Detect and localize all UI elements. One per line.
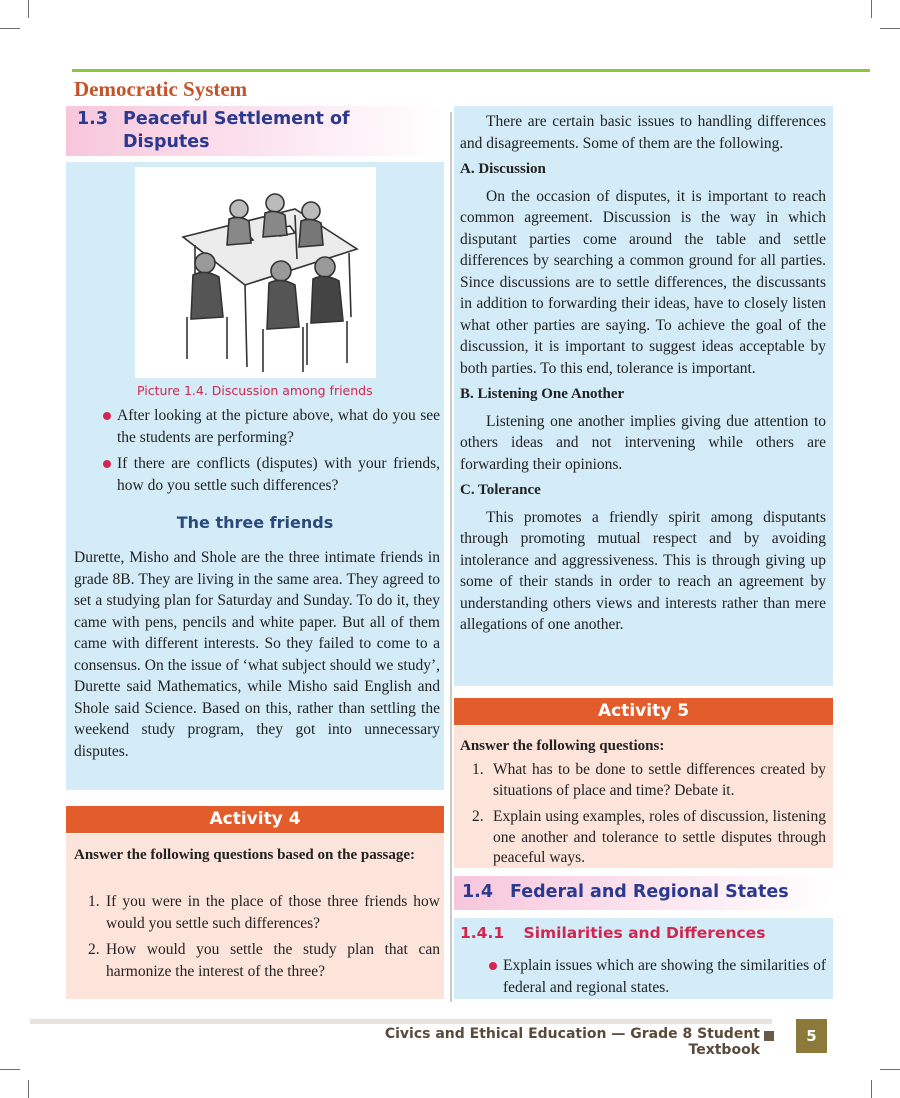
question-text: What has to be done to settle differences created by situations of place and time? Debate it. bbox=[493, 761, 826, 799]
tolerance-paragraph: This promotes a friendly spirit among disputants through promoting mutual respect and by avoiding intolerance and aggressiveness. This is through giving up some of their stands in order to reach an agreement by understanding others views and interests rather than mere allegations of one another. bbox=[460, 508, 826, 633]
footer-text: Civics and Ethical Education — Grade 8 Student Textbook bbox=[384, 1026, 760, 1058]
section-1-3-header bbox=[66, 106, 444, 156]
bullet-icon bbox=[489, 962, 497, 970]
list-item bbox=[460, 760, 826, 801]
question-text: How would you settle the study plan that can harmonize the interest of the three? bbox=[106, 941, 440, 980]
subsection-1-4-1-title bbox=[460, 924, 765, 942]
activity-4-questions bbox=[74, 891, 440, 982]
listening-paragraph: Listening one another implies giving due attention to others ideas and not intervening while others are forwarding their opinions. bbox=[460, 412, 826, 473]
right-bullet-list bbox=[460, 955, 826, 998]
subheading-discussion: A. Discussion bbox=[460, 161, 546, 177]
subheading-listening: B. Listening One Another bbox=[460, 386, 625, 402]
page-number: 5 bbox=[796, 1019, 827, 1053]
bullet-icon bbox=[103, 412, 111, 420]
discussion-illustration bbox=[135, 167, 376, 378]
crop-mark bbox=[28, 0, 29, 18]
crop-mark bbox=[880, 1069, 900, 1070]
section-1-4-header bbox=[454, 876, 833, 910]
picture-caption: Picture 1.4. Discussion among friends bbox=[137, 383, 373, 398]
intro-paragraph: There are certain basic issues to handling differences and disagreements. Some of them are the following. bbox=[460, 113, 826, 152]
activity-5-questions bbox=[460, 760, 826, 869]
bullet-text: After looking at the picture above, what do you see the students are performing? bbox=[117, 407, 440, 446]
question-number: 1. bbox=[88, 893, 100, 910]
question-text: If you were in the place of those three friends how would you settle such differences? bbox=[106, 893, 440, 932]
footer-square-icon bbox=[764, 1031, 774, 1041]
right-column-text bbox=[460, 111, 826, 636]
section-title-line1: Peaceful Settlement of bbox=[123, 109, 350, 129]
footer-rule bbox=[30, 1019, 772, 1024]
list-item bbox=[74, 453, 440, 496]
activity-4-header: Activity 4 bbox=[66, 806, 444, 833]
subsection-title: Similarities and Differences bbox=[523, 924, 766, 942]
question-number: 2. bbox=[88, 941, 100, 958]
list-item bbox=[460, 807, 826, 869]
crop-mark bbox=[871, 1080, 872, 1098]
crop-mark bbox=[28, 1080, 29, 1098]
list-item bbox=[74, 891, 440, 934]
story-title: The three friends bbox=[176, 513, 334, 532]
bullet-text: If there are conflicts (disputes) with your friends, how do you settle such differences? bbox=[117, 455, 440, 494]
section-number: 1.4 bbox=[462, 882, 494, 902]
bullet-icon bbox=[103, 460, 111, 468]
discussion-drawing-icon bbox=[135, 167, 376, 378]
subsection-number: 1.4.1 bbox=[460, 924, 505, 942]
activity-5-header: Activity 5 bbox=[454, 698, 833, 725]
crop-mark bbox=[0, 1069, 20, 1070]
chapter-title: Democratic System bbox=[74, 77, 248, 101]
header-rule bbox=[72, 69, 870, 72]
list-item bbox=[74, 939, 440, 982]
activity-5-instruction: Answer the following questions: bbox=[460, 738, 665, 754]
crop-mark bbox=[871, 0, 872, 18]
column-divider bbox=[450, 112, 452, 1002]
section-number: 1.3 bbox=[77, 109, 109, 129]
section-title: Federal and Regional States bbox=[510, 882, 789, 902]
list-item bbox=[460, 955, 826, 998]
left-bullet-list bbox=[74, 405, 440, 496]
section-title-line2: Disputes bbox=[123, 132, 210, 152]
subheading-tolerance: C. Tolerance bbox=[460, 482, 541, 498]
discussion-paragraph: On the occasion of disputes, it is important to reach common agreement. Discussion is the way in which disputant parties come around the table and settle differences by searching a common ground for all parties. Since discussions are to settle differences, the discussants in addition to forwarding their ideas, have to closely listen what other parties are saying. To achieve the goal of the discussion, it is important to suggest ideas acceptable by both parties. To this end, tolerance is important. bbox=[460, 187, 826, 377]
story-text: Durette, Misho and Shole are the three intimate friends in grade 8B. They are living in the same area. They agreed to set a studying plan for Saturday and Sunday. To do it, they came with pens, pencils and white paper. But all of them came with different interests. So they failed to come to a consensus. On the issue of ‘what subject should we study’, Durette said Mathematics, while Misho said English and Shole said Science. Based on this, rather than settling the weekend study program, they got into unnecessary disputes. bbox=[74, 549, 440, 760]
crop-mark bbox=[0, 28, 20, 29]
crop-mark bbox=[880, 28, 900, 29]
question-number: 2. bbox=[472, 808, 484, 825]
question-number: 1. bbox=[472, 761, 484, 778]
activity-4-instruction: Answer the following questions based on the passage: bbox=[74, 847, 416, 863]
list-item bbox=[74, 405, 440, 448]
bullet-text: Explain issues which are showing the similarities of federal and regional states. bbox=[503, 957, 826, 996]
question-text: Explain using examples, roles of discussion, listening one another and tolerance to settle disputes through peaceful ways. bbox=[493, 808, 826, 866]
